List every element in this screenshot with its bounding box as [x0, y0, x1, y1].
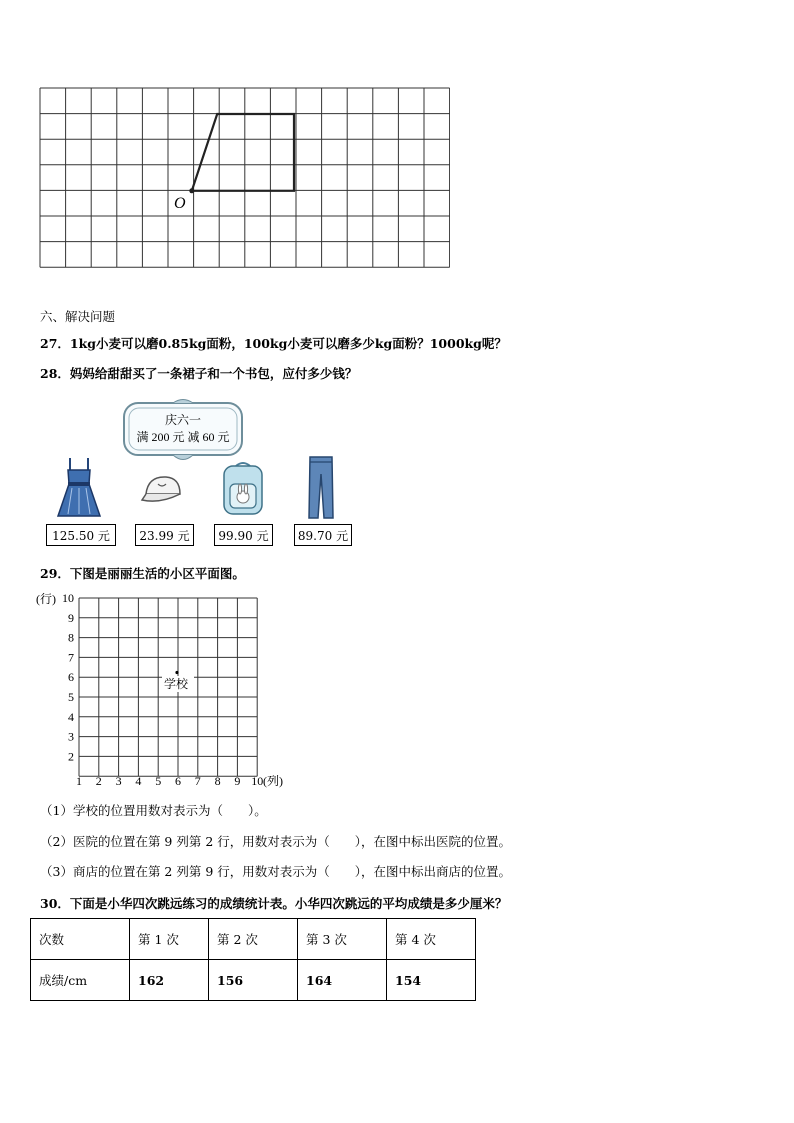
question-29-part-3: （3）商店的位置在第 2 列第 9 行，用数对表示为（ ），在图中标出商店的位置。 — [40, 864, 512, 879]
x-tick-label: 3 — [115, 774, 122, 788]
price-tag-jeans: 89.70 元 — [294, 524, 352, 546]
table-header-cell: 第 4 次 — [387, 919, 476, 960]
y-tick-label: 7 — [68, 650, 74, 665]
price-tag-backpack: 99.90 元 — [214, 524, 273, 546]
question-29-part-1: （1）学校的位置用数对表示为（ ）。 — [40, 803, 267, 818]
question-27: 27．1kg小麦可以磨0.85kg面粉，100kg小麦可以磨多少kg面粉？1000kg呢？ — [40, 336, 507, 351]
jeans-image — [306, 454, 336, 520]
y-tick-label: 4 — [68, 709, 74, 724]
price-tag-dress: 125.50 元 — [46, 524, 116, 546]
x-tick-label: 7 — [194, 774, 201, 788]
table-cell: 154 — [387, 960, 476, 1001]
school-label: 学校 — [164, 677, 189, 691]
x-tick-label: 4 — [135, 774, 142, 788]
x-tick-label: 10 — [251, 774, 264, 788]
table-header-cell: 次数 — [31, 919, 130, 960]
x-tick-label: 5 — [155, 774, 162, 788]
y-tick-label: 5 — [68, 690, 74, 704]
y-tick-label: 6 — [68, 670, 74, 685]
table-cell: 162 — [130, 960, 209, 1001]
dress-image — [54, 456, 104, 520]
table-row — [31, 960, 476, 1001]
y-tick-label: 3 — [68, 729, 74, 744]
origin-point — [189, 188, 194, 193]
table-header-cell: 第 3 次 — [298, 919, 387, 960]
table-cell: 成绩/cm — [31, 960, 130, 1001]
y-tick-label: 9 — [68, 610, 74, 625]
score-table — [30, 918, 476, 1001]
school-point — [175, 671, 178, 674]
promo-line-1: 庆六一 — [164, 413, 202, 427]
x-tick-label: 1 — [76, 774, 82, 788]
table-header-cell: 第 1 次 — [130, 919, 209, 960]
table-cell: 164 — [298, 960, 387, 1001]
section-title: 六、解决问题 — [40, 309, 116, 324]
promo-line-2: 满 200 元 减 60 元 — [136, 430, 230, 444]
promo-banner — [118, 398, 248, 464]
y-tick-label: 8 — [68, 630, 74, 645]
backpack-image — [218, 460, 268, 518]
grid-figure — [38, 86, 450, 298]
price-tag-cap: 23.99 元 — [135, 524, 194, 546]
column-axis-label: (列) — [263, 774, 283, 788]
table-cell: 156 — [209, 960, 298, 1001]
y-tick-label: 10 — [62, 591, 74, 605]
table-header-row — [31, 919, 476, 960]
row-axis-label: (行) — [36, 592, 56, 606]
x-tick-label: 8 — [214, 774, 221, 788]
question-29-part-2: （2）医院的位置在第 9 列第 2 行，用数对表示为（ ），在图中标出医院的位置。 — [40, 834, 512, 849]
x-tick-label: 6 — [175, 774, 181, 788]
community-map — [36, 588, 298, 794]
question-28: 28．妈妈给甜甜买了一条裙子和一个书包，应付多少钱？ — [40, 366, 358, 381]
x-tick-label: 2 — [95, 774, 102, 788]
origin-label: O — [174, 195, 186, 212]
question-30: 30．下面是小华四次跳远练习的成绩统计表。小华四次跳远的平均成绩是多少厘米？ — [40, 896, 508, 911]
parallelogram — [192, 114, 294, 191]
table-header-cell: 第 2 次 — [209, 919, 298, 960]
question-29: 29．下图是丽丽生活的小区平面图。 — [40, 566, 245, 581]
y-tick-label: 2 — [68, 749, 74, 764]
x-tick-label: 9 — [234, 774, 241, 788]
cap-image — [140, 472, 188, 506]
